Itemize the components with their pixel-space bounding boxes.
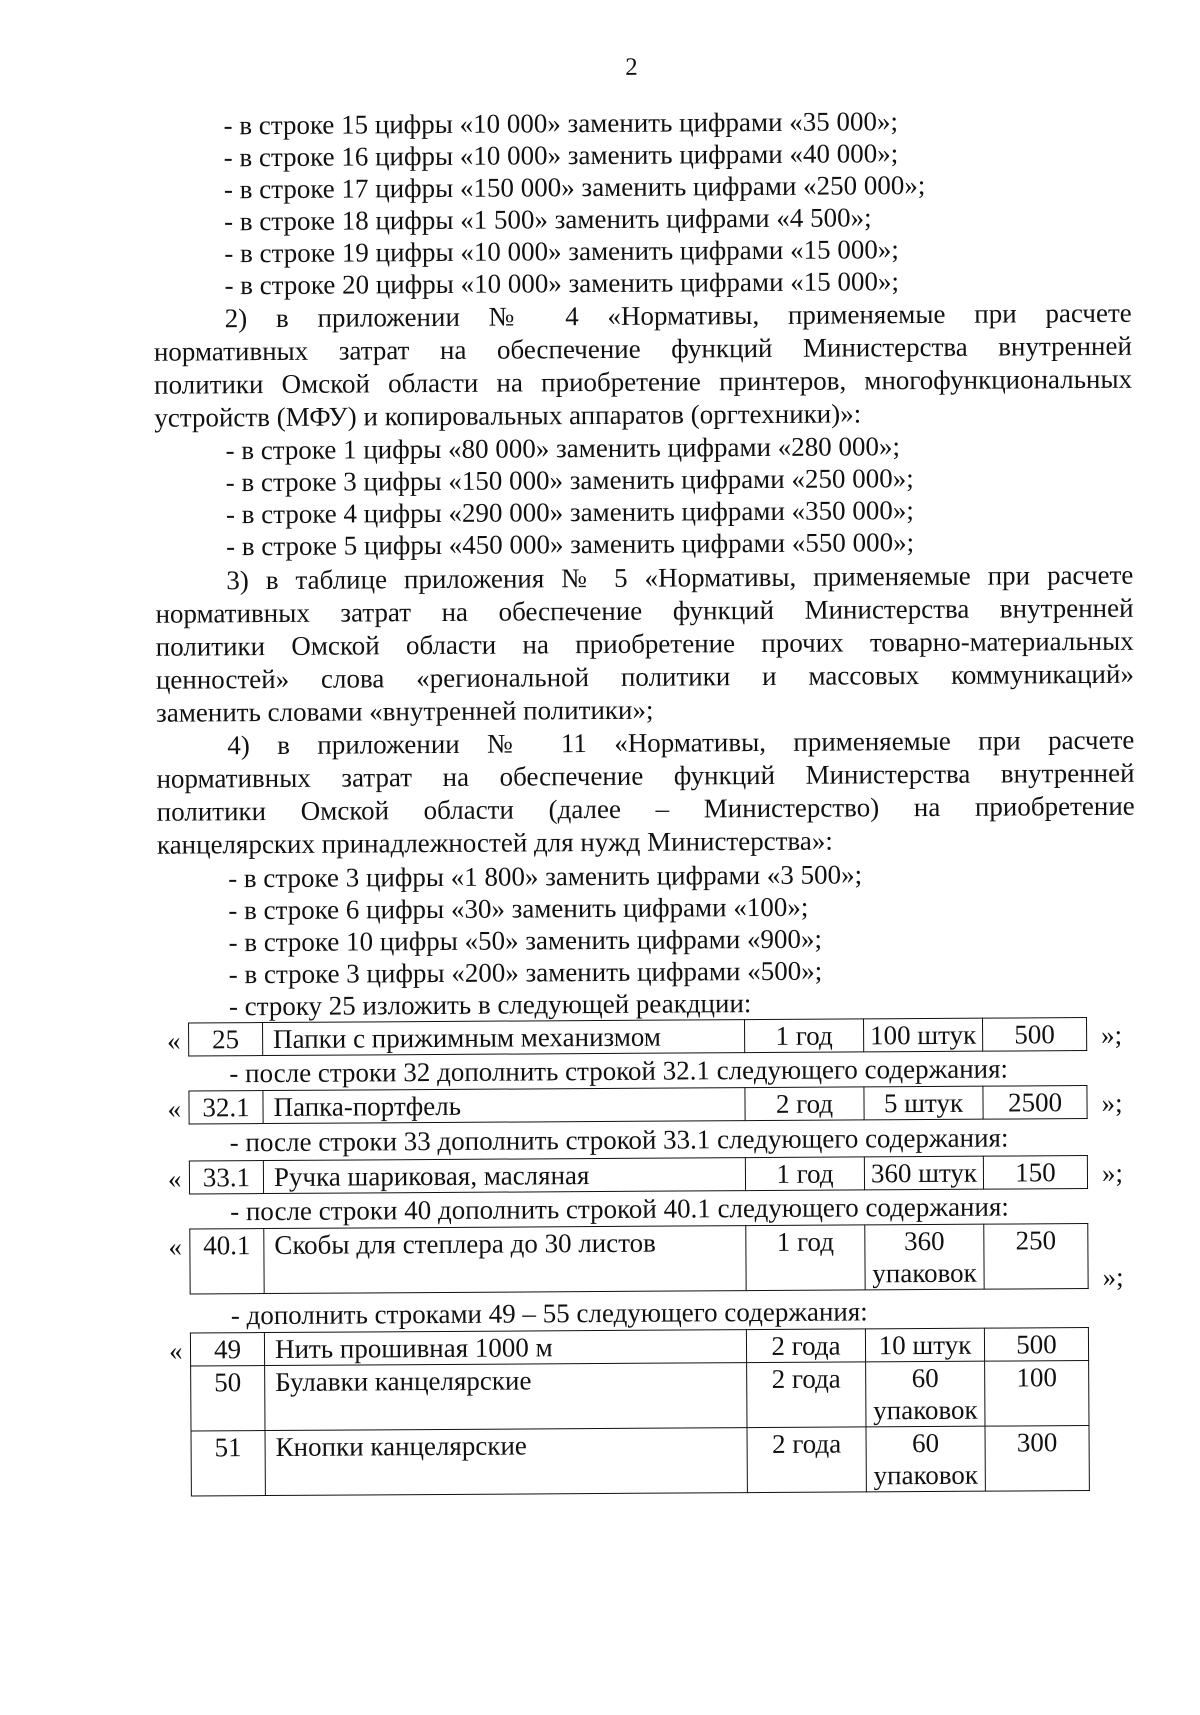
opening-quote: « bbox=[168, 1231, 182, 1262]
table-rows-49-55 bbox=[190, 1327, 1090, 1496]
usage-term: 1 год bbox=[745, 1157, 864, 1191]
item-name: Папка-портфель bbox=[263, 1088, 745, 1124]
quantity-unit: упаковок bbox=[872, 1257, 977, 1289]
table-row bbox=[189, 1086, 1087, 1124]
item-name: Скобы для степлера до 30 листов bbox=[264, 1226, 746, 1294]
table-row bbox=[189, 1156, 1087, 1194]
table-row bbox=[190, 1224, 1088, 1294]
amendment-line: - в строке 18 цифры «1 500» заменить цифрами «4 500»; bbox=[224, 202, 872, 237]
amendment-line: - в строке 5 цифры «450 000» заменить цифрами «550 000»; bbox=[226, 527, 915, 562]
instruction-line: - дополнить строками 49 – 55 следующего содержания: bbox=[230, 1296, 868, 1331]
closing-quote: »; bbox=[1101, 1019, 1123, 1050]
item-price: 150 bbox=[983, 1156, 1087, 1190]
table-row-40-1 bbox=[189, 1223, 1088, 1294]
usage-term: 1 год bbox=[745, 1019, 864, 1053]
table-row bbox=[189, 1018, 1087, 1056]
usage-term: 2 года bbox=[746, 1329, 865, 1363]
paragraph-2-line: политики Омской области на приобретение принтеров, многофункциональных bbox=[154, 363, 1133, 400]
item-name: Нить прошивная 1000 м bbox=[264, 1330, 746, 1366]
item-price: 500 bbox=[984, 1328, 1088, 1362]
table-row-33-1 bbox=[189, 1155, 1088, 1194]
row-number: 51 bbox=[191, 1431, 265, 1496]
table-row bbox=[191, 1426, 1089, 1496]
table-row bbox=[190, 1328, 1088, 1366]
quantity-value: 60 bbox=[911, 1362, 939, 1394]
item-quantity bbox=[865, 1328, 984, 1362]
row-number: 33.1 bbox=[189, 1161, 263, 1194]
paragraph-2-line: устройств (МФУ) и копировальных аппаратов (оргтехники)»: bbox=[154, 398, 862, 433]
paragraph-4-line: нормативных затрат на обеспечение функций Министерства внутренней bbox=[156, 757, 1135, 794]
usage-term: 1 год bbox=[746, 1225, 865, 1291]
page-number: 2 bbox=[625, 53, 638, 81]
paragraph-2-line: 2) в приложении № 4 «Нормативы, применяемые при расчете bbox=[224, 297, 1132, 334]
amendment-line: - в строке 4 цифры «290 000» заменить цифрами «350 000»; bbox=[225, 495, 914, 530]
item-quantity: 5 штук bbox=[864, 1086, 983, 1120]
amendment-line: - в строке 6 цифры «30» заменить цифрами «100»; bbox=[228, 891, 809, 926]
paragraph-2-line: нормативных затрат на обеспечение функций Министерства внутренней bbox=[153, 330, 1132, 367]
instruction-line: - после строки 32 дополнить строкой 32.1 следующего содержания: bbox=[229, 1053, 1009, 1089]
paragraph-3-line: политики Омской области на приобретение прочих товарно-материальных bbox=[155, 625, 1134, 662]
quantity-value: 360 bbox=[904, 1225, 945, 1257]
item-price: 250 bbox=[984, 1224, 1088, 1290]
row-number: 49 bbox=[190, 1333, 264, 1366]
item-quantity bbox=[866, 1361, 985, 1427]
usage-term: 2 год bbox=[745, 1087, 864, 1121]
amendment-line: - в строке 15 цифры «10 000» заменить цифрами «35 000»; bbox=[223, 106, 899, 141]
item-quantity: 100 штук bbox=[864, 1018, 983, 1052]
amendment-line: - в строке 3 цифры «1 800» заменить цифрами «3 500»; bbox=[228, 859, 863, 894]
amendment-line: - в строке 16 цифры «10 000» заменить цифрами «40 000»; bbox=[223, 138, 899, 173]
paragraph-3-line: ценностей» слова «региональной политики и массовых коммуникаций» bbox=[155, 658, 1134, 695]
opening-quote: « bbox=[167, 1093, 182, 1124]
item-price: 2500 bbox=[983, 1086, 1087, 1120]
item-quantity bbox=[865, 1224, 984, 1290]
amendment-line: - в строке 1 цифры «80 000» заменить цифрами «280 000»; bbox=[225, 431, 901, 466]
amendment-line: - в строке 20 цифры «10 000» заменить цифрами «15 000»; bbox=[224, 266, 900, 301]
opening-quote: « bbox=[168, 1335, 183, 1366]
paragraph-3-line: 3) в таблице приложения № 5 «Нормативы, применяемые при расчете bbox=[226, 559, 1134, 596]
paragraph-3-line: заменить словами «внутренней политики»; bbox=[156, 694, 654, 728]
instruction-line: - после строки 40 дополнить строкой 40.1 следующего содержания: bbox=[230, 1191, 1009, 1227]
amendment-line: - в строке 10 цифры «50» заменить цифрами «900»; bbox=[228, 923, 823, 958]
paragraph-4-line: канцелярских принадлежностей для нужд Министерства»: bbox=[156, 825, 833, 860]
amendment-line: - в строке 17 цифры «150 000» заменить цифрами «250 000»; bbox=[223, 170, 926, 205]
row-number: 40.1 bbox=[190, 1229, 264, 1294]
amendment-line: - в строке 3 цифры «150 000» заменить цифрами «250 000»; bbox=[225, 463, 914, 498]
usage-term: 2 года bbox=[747, 1427, 866, 1493]
row-number: 32.1 bbox=[189, 1091, 263, 1124]
row-number: 50 bbox=[191, 1366, 265, 1431]
instruction-line: - после строки 33 дополнить строкой 33.1 следующего содержания: bbox=[229, 1122, 1009, 1158]
item-name: Булавки канцелярские bbox=[265, 1363, 747, 1431]
quantity-unit: упаковок bbox=[873, 1394, 978, 1426]
closing-quote: »; bbox=[1102, 1261, 1124, 1292]
table-row-32-1 bbox=[188, 1085, 1087, 1124]
table-row-25 bbox=[188, 1017, 1087, 1056]
item-price: 300 bbox=[985, 1426, 1089, 1492]
item-name: Кнопки канцелярские bbox=[265, 1428, 747, 1496]
amendment-line: - в строке 19 цифры «10 000» заменить цифрами «15 000»; bbox=[224, 234, 899, 269]
paragraph-4-line: политики Омской области (далее – Министерство) на приобретение bbox=[156, 790, 1135, 827]
item-name: Папки с прижимным механизмом bbox=[263, 1020, 745, 1056]
paragraph-4-line: 4) в приложении № 11 «Нормативы, применяемые при расчете bbox=[227, 724, 1135, 761]
closing-quote: »; bbox=[1101, 1157, 1124, 1188]
item-quantity bbox=[866, 1426, 985, 1492]
item-quantity: 360 штук bbox=[864, 1156, 983, 1190]
quantity-unit: упаковок bbox=[873, 1459, 979, 1491]
usage-term: 2 года bbox=[747, 1362, 866, 1428]
amendment-line: - строку 25 изложить в следующей реакдции: bbox=[228, 988, 752, 1022]
closing-quote: »; bbox=[1101, 1087, 1123, 1118]
row-number: 25 bbox=[189, 1023, 263, 1056]
paragraph-3-line: нормативных затрат на обеспечение функций Министерства внутренней bbox=[155, 592, 1134, 629]
item-price: 500 bbox=[983, 1018, 1087, 1052]
opening-quote: « bbox=[167, 1025, 181, 1056]
quantity-value: 10 штук bbox=[878, 1329, 972, 1361]
item-price: 100 bbox=[985, 1361, 1089, 1427]
table-row bbox=[191, 1361, 1089, 1431]
item-name: Ручка шариковая, масляная bbox=[263, 1158, 745, 1194]
opening-quote: « bbox=[167, 1163, 182, 1194]
amendment-line: - в строке 3 цифры «200» заменить цифрами «500»; bbox=[228, 955, 823, 990]
quantity-value: 60 bbox=[912, 1427, 940, 1459]
